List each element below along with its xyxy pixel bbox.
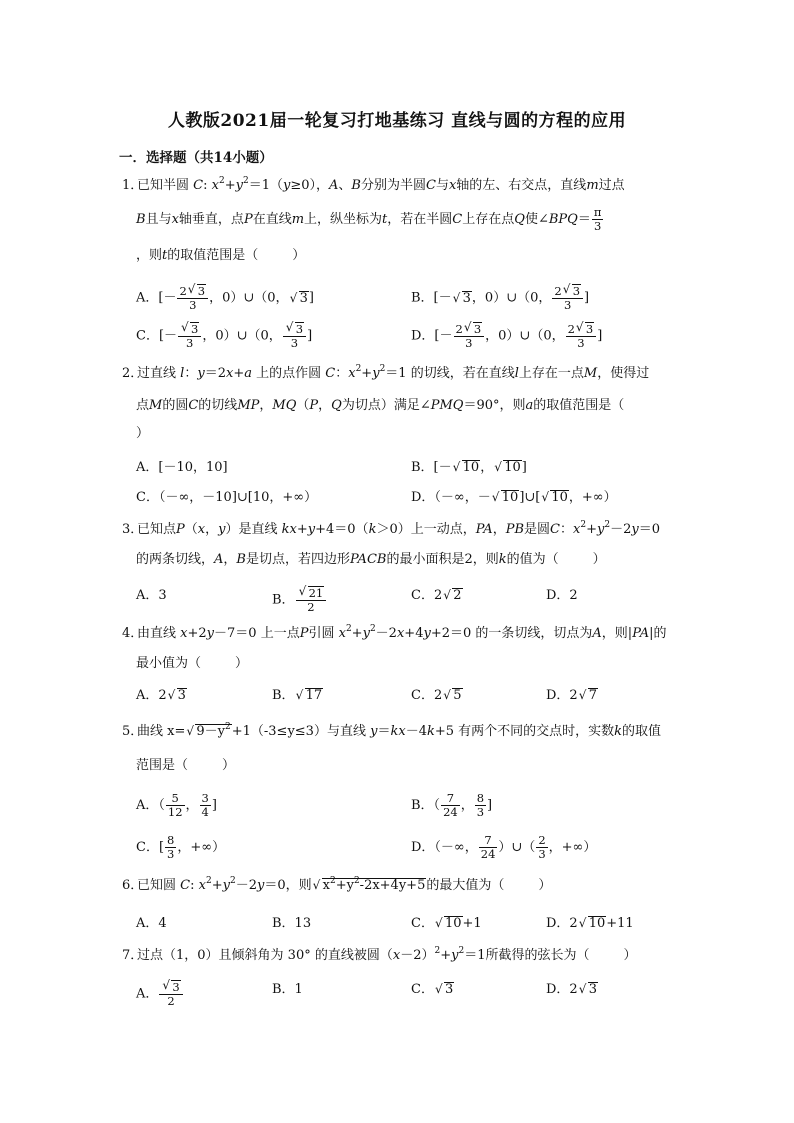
question-2-stem-line-2: 点M的圆C的切线MP，MQ（P，Q为切点）满足∠PMQ＝90°，则a的取值范围是（ [136, 398, 625, 413]
question-2-option-a: A．[－10，10] [136, 460, 228, 475]
question-2-number: 2． [122, 366, 144, 381]
question-6-option-c: C．√ 10+1 [411, 914, 482, 934]
question-1-option-b: B．[－√ 3，0）∪（0， $\frac{2√ 3}{3}$ ] [411, 284, 589, 312]
question-7-option-d: D．2√ 3 [546, 980, 598, 1000]
question-1-stem-line-1: 1．已知半圆 C: $x^2+y^2=1(y\ge 0)$，A、B分别为半圆C与x轴的左、右交点，直线m过点 [122, 176, 625, 196]
question-1-option-d: D．[－ $\frac{2√ 3}{3}$ ，0）∪（0， $\frac{2√ 3}{3}$ ] [411, 322, 602, 350]
question-3-option-d: D．2 [546, 588, 578, 603]
question-5-option-d: D．（－∞， $\frac{7}{24}$ ）∪（ $\frac{2}{3}$ ，+∞） [411, 833, 597, 861]
question-5-stem-line-1: 5．曲线 x=√ $9-y^2+1(-3\le y\le 3)$与直线 y＝kx－4k+5 有两个不同的交点时，实数k的取值 [122, 722, 661, 742]
question-6-number: 6． [122, 878, 144, 893]
question-6-option-a: A．4 [136, 916, 167, 931]
question-2-option-d: D．（－∞，－√ 10]∪[√ 10，+∞） [411, 488, 617, 508]
question-6-option-d: D．2√ 10+11 [546, 914, 634, 934]
question-3-number: 3． [122, 522, 144, 537]
question-4-stem-line-2: 最小值为（ ） [136, 656, 249, 671]
question-4-number: 4． [122, 626, 144, 641]
question-3-stem-line-1: 3．已知点P（x，y）是直线 kx+y+4＝0（k＞0）上一动点，PA，PB是圆C：$x^2+y^2-2y=0$ [122, 520, 660, 540]
question-1-stem-line-2: B且与x轴垂直，点P在直线m上，纵坐标为t，若在半圆C上存在点Q使∠BPQ＝ $\frac{\pi}{3}$ [136, 205, 602, 233]
question-4-stem-line-1: 4．由直线 x+2y－7＝0 上一点P引圆 $x^2+y^2-2x+4y+2=0$ 的一条切线，切点为A，则|PA|的 [122, 624, 667, 644]
question-2-stem-line-3: ） [136, 426, 150, 441]
question-7-stem-line-1: 7．过点（1，0）且倾斜角为 30° 的直线被圆$(x-2)^2+y^2=1$所截得的弦长为（ ） [122, 946, 637, 966]
question-3-option-c: C．2√ 2 [411, 586, 463, 606]
question-2-option-b: B．[－√ 10，√ 10] [411, 458, 527, 478]
question-4-option-d: D．2√ 7 [546, 686, 598, 706]
question-1-option-c: C．[－ √ $\frac{3}{3}$ ，0）∪（0， √ $\frac{3}{3}$ ] [136, 322, 312, 350]
question-3-stem-line-2: 的两条切线，A，B是切点，若四边形PACB的最小面积是2，则k的值为（ ） [136, 552, 606, 567]
question-4-option-c: C．2√ 5 [411, 686, 463, 706]
question-6-option-b: B．13 [272, 916, 312, 931]
question-7-option-b: B．1 [272, 982, 303, 997]
question-6-stem-line-1: 6．已知圆 C: $x^2+y^2-2y=0$，则√ $x^2+y^2-2x+4y+5$的最大值为（ ） [122, 876, 551, 896]
question-1-number: 1． [122, 178, 144, 193]
question-7-option-a: A． √ $\frac{3}{2}$ [136, 980, 184, 1008]
question-3-option-a: A．3 [136, 588, 167, 603]
question-7-option-c: C．√ 3 [411, 980, 454, 1000]
page-title: 人教版2021届一轮复习打地基练习 直线与圆的方程的应用 [167, 111, 627, 131]
question-2-stem-line-1: 2．过直线 l：y＝2x+a 上的点作圆 C：$x^2+y^2=1$ 的切线，若在直线l上存在一点M，使得过 [122, 364, 649, 384]
question-1-stem-line-3: ，则t的取值范围是（ ） [136, 248, 306, 263]
section-heading: 一．选择题（共14小题） [119, 150, 273, 166]
question-4-option-a: A．2√ 3 [136, 686, 187, 706]
question-2-option-c: C．（－∞，－10]∪[10，+∞） [136, 490, 318, 505]
question-5-option-c: C．[ $\frac{8}{3}$ ，+∞） [136, 833, 226, 861]
question-5-stem-line-2: 范围是（ ） [136, 758, 236, 773]
question-7-number: 7． [122, 948, 144, 963]
question-5-option-a: A．（ $\frac{5}{12}$ ， $\frac{3}{4}$ ] [136, 791, 217, 819]
question-4-option-b: B．√ 17 [272, 686, 323, 706]
question-1-option-a: A．[－ $\frac{2√ 3}{3}$ ，0）∪（0，√ 3] [136, 284, 314, 312]
question-5-option-b: B．（ $\frac{7}{24}$ ， $\frac{8}{3}$ ] [411, 791, 493, 819]
question-3-option-b: B． √ $\frac{21}{2}$ [272, 586, 327, 614]
question-5-number: 5． [122, 724, 144, 739]
